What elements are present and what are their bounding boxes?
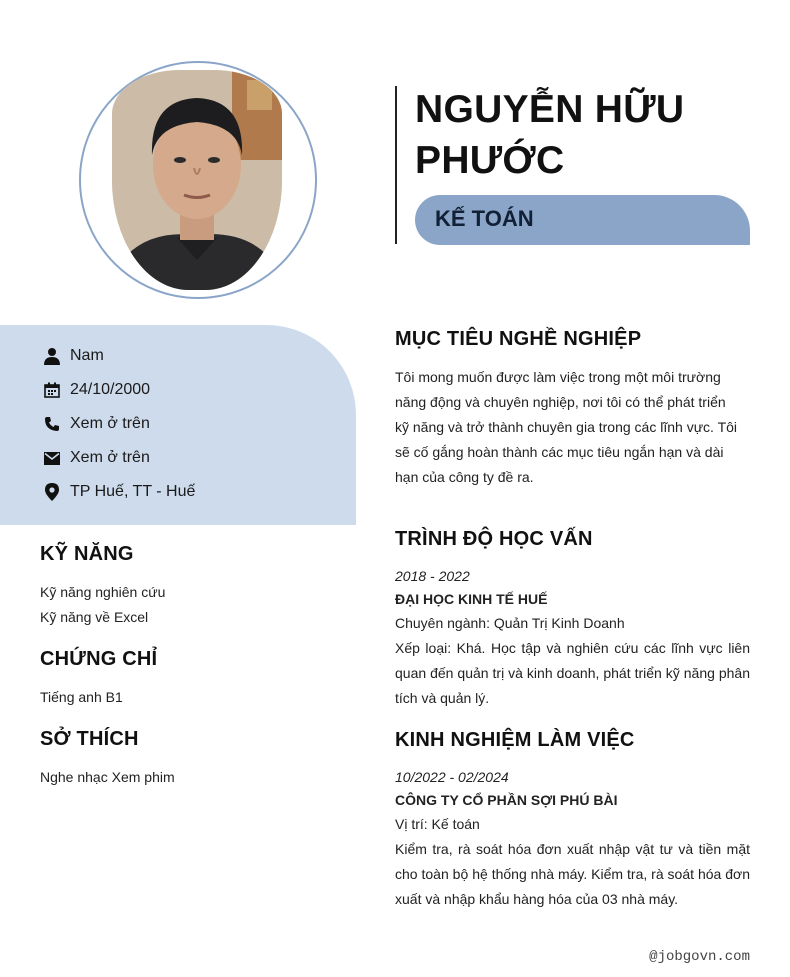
phone-icon — [42, 414, 62, 434]
education-major: Chuyên ngành: Quản Trị Kinh Doanh — [395, 615, 625, 631]
calendar-icon — [42, 380, 62, 400]
contact-phone — [42, 412, 150, 436]
candidate-name: NGUYỄN HỮU PHƯỚC — [415, 88, 685, 182]
education-period: 2018 - 2022 — [395, 568, 470, 584]
hobbies-heading: SỞ THÍCH — [40, 728, 139, 750]
certificates-heading: CHỨNG CHỈ — [40, 648, 158, 670]
location-pin-icon — [42, 482, 62, 502]
experience-heading: KINH NGHIỆM LÀM VIỆC — [395, 729, 635, 751]
person-icon — [42, 346, 62, 366]
education-school: ĐẠI HỌC KINH TẾ HUẾ — [395, 591, 548, 607]
watermark-text: @jobgovn.com — [649, 949, 750, 965]
phone-value: Xem ở trên — [70, 415, 150, 432]
experience-period: 10/2022 - 02/2024 — [395, 769, 509, 785]
experience-position: Vị trí: Kế toán — [395, 816, 480, 832]
contact-gender — [42, 344, 104, 368]
education-heading: TRÌNH ĐỘ HỌC VẤN — [395, 528, 593, 550]
education-description: Xếp loại: Khá. Học tập và nghiên cứu các lĩnh vực liên quan đến quản trị và kinh doanh, phát triển kỹ năng phân tích và quản lý. — [395, 640, 750, 706]
contact-email — [42, 446, 150, 470]
skills-heading: KỸ NĂNG — [40, 543, 134, 565]
name-accent-bar — [395, 86, 397, 244]
objective-heading: MỤC TIÊU NGHỀ NGHIỆP — [395, 328, 642, 350]
contact-address — [42, 480, 195, 504]
contact-dob — [42, 378, 150, 402]
objective-text: Tôi mong muốn được làm việc trong một môi trường năng động và chuyên nghiệp, nơi tôi có thể phát triển kỹ năng và trở thành chuyên gia trong các lĩnh vực. Tôi sẽ cố gắng hoàn thành các mục tiêu ngắn hạn và dài hạn của công ty đề ra. — [395, 369, 738, 485]
job-title-badge: KẾ TOÁN — [415, 195, 750, 245]
dob-value: 24/10/2000 — [70, 381, 151, 398]
gender-value: Nam — [70, 347, 104, 364]
experience-description: Kiểm tra, rà soát hóa đơn xuất nhập vật tư và tiền mặt cho toàn bộ hệ thống nhà máy. Kiểm tra, rà soát hóa đơn xuất và nhập khẩu hàng hóa của 03 nhà máy. — [395, 841, 750, 907]
hobbies-text: Nghe nhạc Xem phim — [40, 769, 175, 785]
mail-icon — [42, 448, 62, 468]
experience-company: CÔNG TY CỔ PHẦN SỢI PHÚ BÀI — [395, 792, 618, 808]
profile-photo-illustration — [112, 70, 282, 290]
skill-item: Kỹ năng nghiên cứu — [40, 584, 166, 600]
certificate-item: Tiếng anh B1 — [40, 689, 123, 705]
skill-item: Kỹ năng về Excel — [40, 609, 149, 625]
address-value: TP Huế, TT - Huế — [70, 483, 196, 500]
email-value: Xem ở trên — [70, 449, 150, 466]
profile-photo — [112, 70, 282, 290]
